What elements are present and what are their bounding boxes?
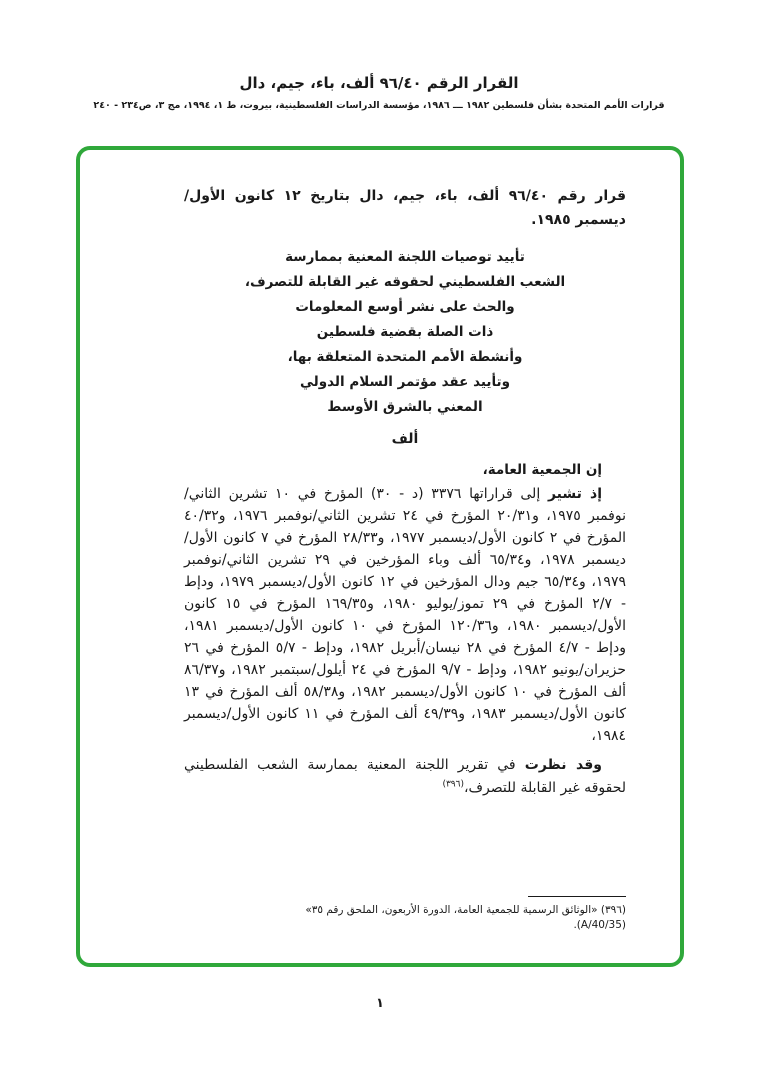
footnote-text: (٣٩٦) «الوثائق الرسمية للجمعية العامة، الدورة الأربعون، الملحق رقم ٣٥» <box>305 904 626 916</box>
recital-lead: إذ تشير <box>547 486 602 502</box>
resolution-frame <box>76 146 684 967</box>
opening-line: إن الجمعية العامة، <box>482 462 602 478</box>
subject-line: وتأييد عقد مؤتمر السلام الدولي <box>300 374 510 390</box>
recital-text: إلى قراراتها ٣٣٧٦ (د - ٣٠) المؤرخ في ١٠ تشرين الثاني/نوفمبر ١٩٧٥، و٢٠/٣١ المؤرخ في ٢٤ تشرين الثاني/نوفمبر ١٩٧٦، و٤٠/٣٢ المؤرخ في ٢ كانون الأول/ديسمبر ١٩٧٧، و٢٨/٣٣ المؤرخ في ٧ كانون الأول/ديسمبر ١٩٧٨، و٦٥/٣٤ ألف وباء المؤرخين في ٢٩ تشرين الثاني/نوفمبر ١٩٧٩، و٦٥/٣٤ جيم ودال المؤرخين في ١٢ كانون الأول/ديسمبر ١٩٧٩، ودإط - ٢/٧ المؤرخ في ٢٩ تموز/يوليو ١٩٨٠، و١٦٩/٣٥ المؤرخ في ١٥ كانون الأول/ديسمبر ١٩٨٠، و١٢٠/٣٦ المؤرخ في ١٠ كانون الأول/ديسمبر ١٩٨١، ودإط - ٤/٧ المؤرخ في ٢٨ نيسان/أبريل ١٩٨٢، ودإط - ٥/٧ المؤرخ في ٢٦ حزيران/يونيو ١٩٨٢، ودإط - ٩/٧ المؤرخ في ٢٤ أيلول/سبتمبر ١٩٨٢، و٨٦/٣٧ ألف المؤرخ في ١٠ كانون الأول/ديسمبر ١٩٨٢، و٥٨/٣٨ ألف المؤرخ في ١٣ كانون الأول/ديسمبر ١٩٨٣، و٤٩/٣٩ ألف المؤرخ في ١١ كانون الأول/ديسمبر ١٩٨٤، <box>184 486 627 744</box>
subject-line: المعني بالشرق الأوسط <box>327 399 483 415</box>
footnote-reference: (٣٩٦) <box>442 779 464 790</box>
section-label: ألف <box>391 431 419 447</box>
subject-line: تأييد توصيات اللجنة المعنية بممارسة <box>285 249 525 265</box>
subject-line: والحث على نشر أوسع المعلومات <box>295 299 515 315</box>
footnote-document-symbol: (A/40/35). <box>573 919 626 931</box>
subject-line: الشعب الفلسطيني لحقوقه غير القابلة للتصرف، <box>244 274 566 290</box>
footnote-separator <box>528 896 626 897</box>
footnote <box>184 903 626 933</box>
resolution-heading: قرار رقم ٩٦/٤٠ ألف، باء، جيم، دال بتاريخ ١٢ كانون الأول/ديسمبر ١٩٨٥. <box>184 188 626 228</box>
subject-line: ذات الصلة بقضية فلسطين <box>316 324 494 340</box>
considered-paragraph <box>184 754 626 800</box>
page-number: ١ <box>376 996 384 1011</box>
recital-paragraph <box>184 483 626 747</box>
considered-text: في تقرير اللجنة المعنية بممارسة الشعب الفلسطيني لحقوقه غير القابلة للتصرف، <box>184 757 626 796</box>
resolution-content <box>184 184 626 944</box>
considered-lead: وقد نظرت <box>524 757 602 773</box>
subject-line: وأنشطة الأمم المتحدة المتعلقة بها، <box>287 349 523 365</box>
footnote-area <box>184 896 626 933</box>
page-title: القرار الرقم ٩٦/٤٠ ألف، باء، جيم، دال <box>239 74 519 92</box>
source-citation: قرارات الأمم المتحدة بشأن فلسطين ١٩٨٢ ـــ ١٩٨٦، مؤسسة الدراسات الفلسطينية، بيروت، ط ١، ١٩٩٤، مج ٣، ص٢٣٤ - ٢٤٠ <box>93 100 665 111</box>
resolution-subject <box>184 245 626 420</box>
